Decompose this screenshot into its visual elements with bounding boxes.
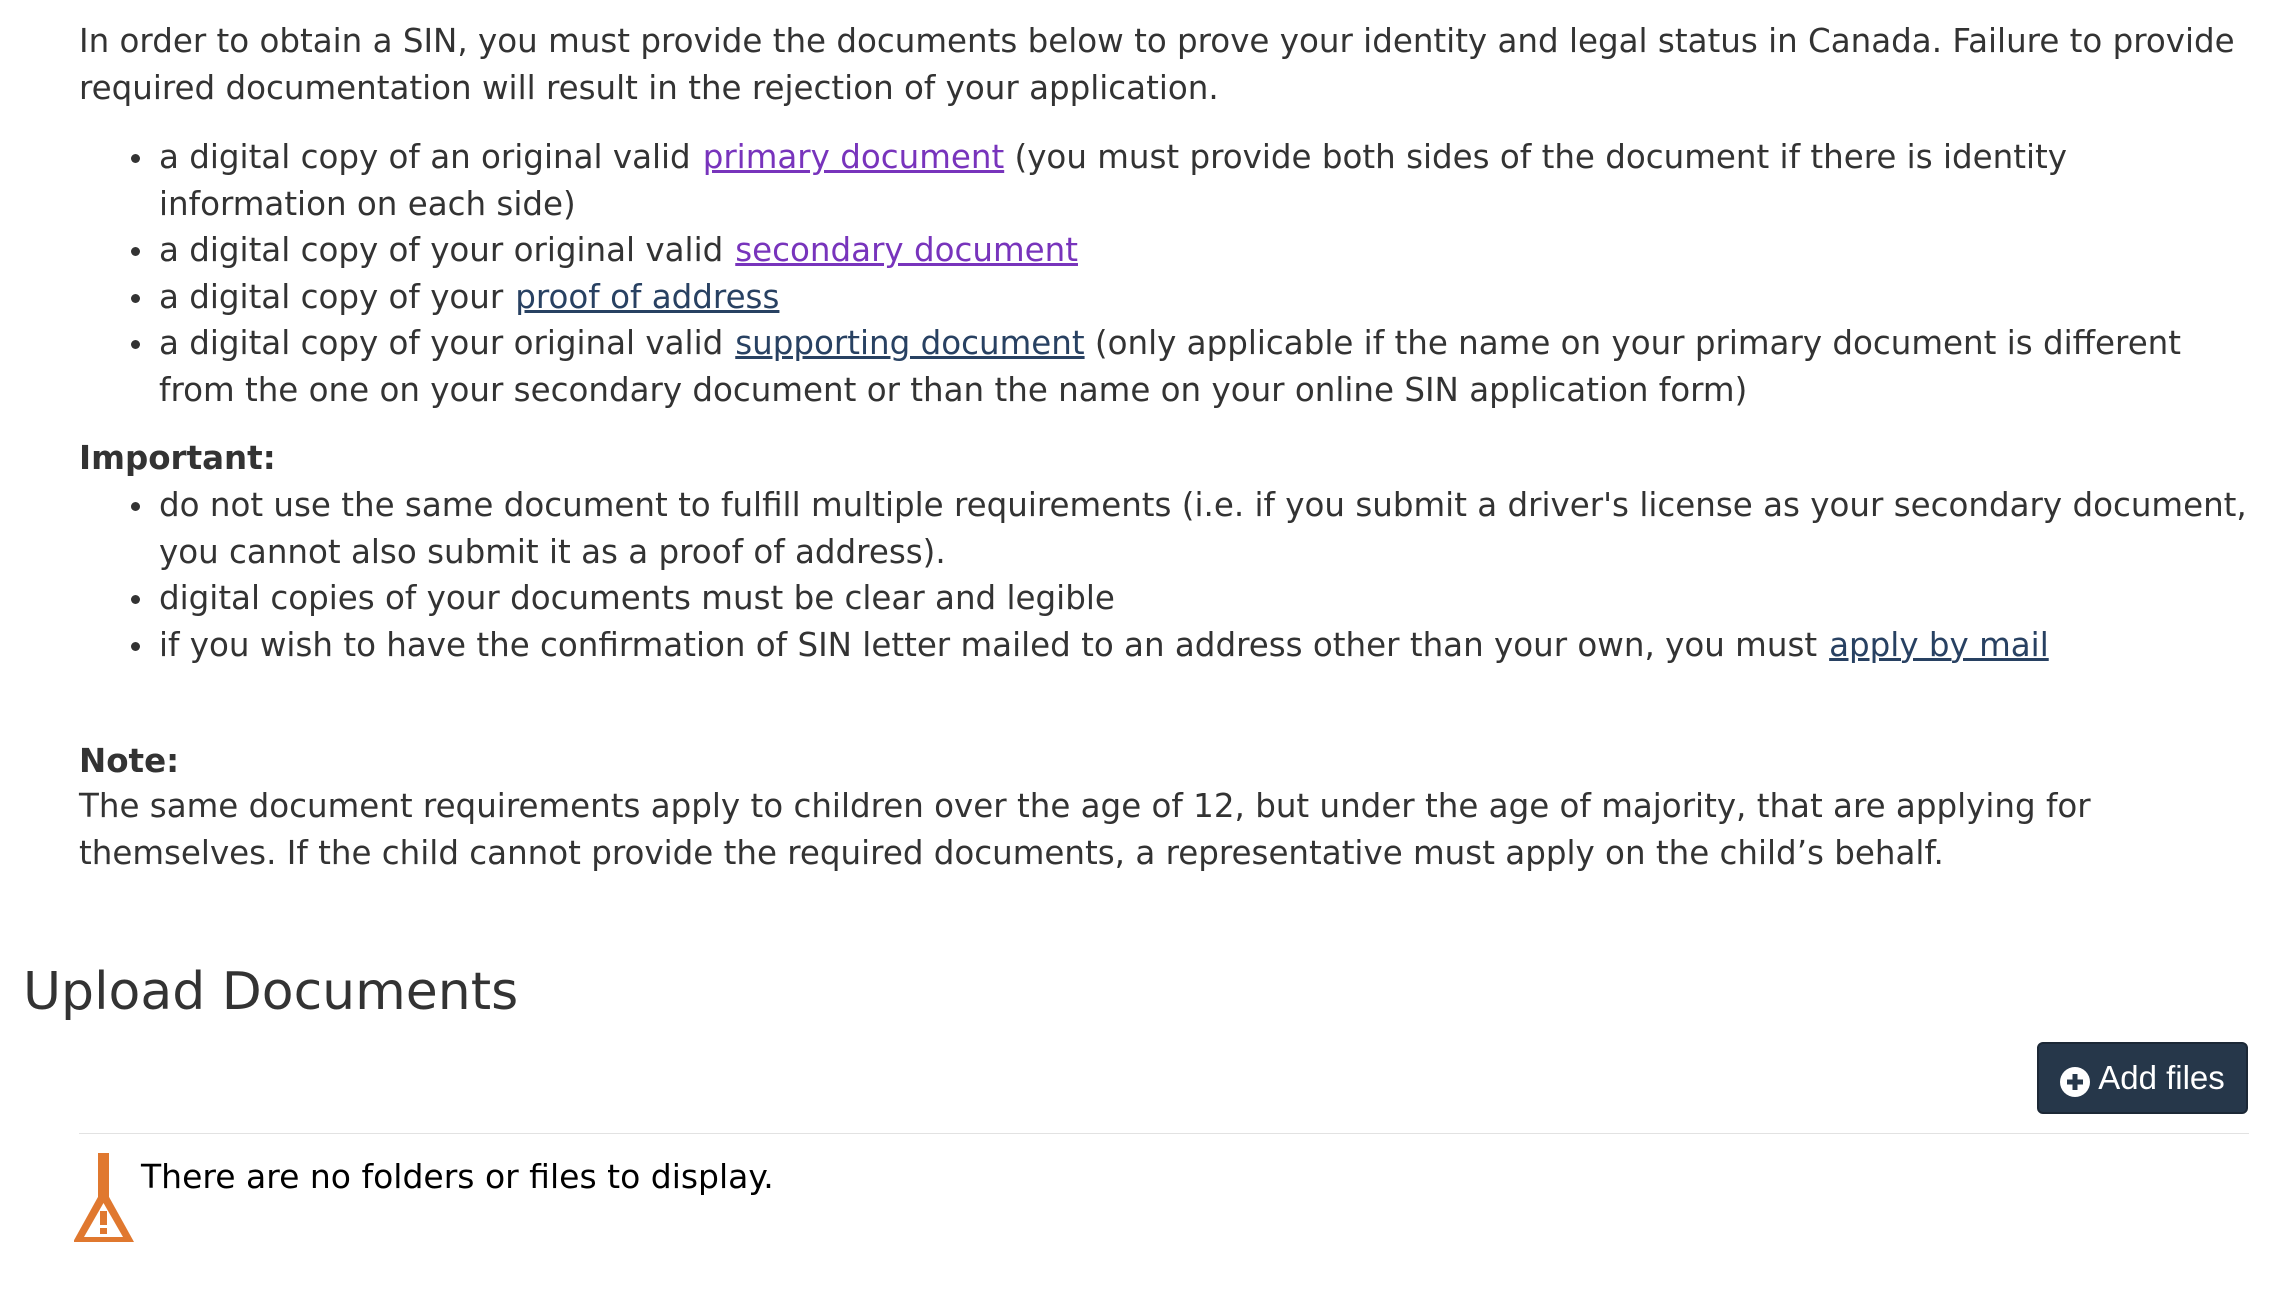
list-item-text: a digital copy of your original valid bbox=[159, 231, 724, 269]
list-item bbox=[79, 134, 2259, 227]
primary-document-link[interactable]: primary document bbox=[702, 138, 1005, 176]
list-item-text: (only applicable if the name on your primary document is different from the one on your secondary document or than the name on your online SIN application form) bbox=[159, 324, 2182, 409]
divider bbox=[79, 1133, 2249, 1134]
list-item-text: a digital copy of your bbox=[159, 277, 504, 316]
list-item-text: (you must provide both sides of the document if there is identity information on each side) bbox=[159, 138, 2067, 223]
apply-by-mail-link[interactable]: apply by mail bbox=[1829, 625, 2049, 664]
required-documents-list bbox=[79, 134, 2259, 413]
intro-paragraph: In order to obtain a SIN, you must provide the documents below to prove your identity and legal status in Canada. Failure to provide required documentation will result in the rejection of your application. bbox=[79, 22, 2235, 107]
list-item-text: a digital copy of an original valid bbox=[159, 138, 691, 176]
list-item-text: if you wish to have the confirmation of SIN letter mailed to an address other than your own, you must bbox=[159, 625, 1818, 664]
upload-documents-heading: Upload Documents bbox=[23, 962, 519, 1022]
list-item: do not use the same document to fulfill multiple requirements (i.e. if you submit a driver's license as your secondary document, you cannot also submit it as a proof of address). bbox=[79, 482, 2259, 575]
list-item bbox=[79, 274, 2259, 321]
plus-circle-icon bbox=[2060, 1063, 2090, 1093]
list-item bbox=[79, 227, 2259, 274]
important-label: Important: bbox=[79, 439, 276, 477]
list-item: digital copies of your documents must be clear and legible bbox=[79, 575, 2259, 622]
note-paragraph: The same document requirements apply to children over the age of 12, but under the age of majority, that are applying for themselves. If the child cannot provide the required documents, a representative must apply on the child’s behalf. bbox=[79, 787, 2091, 872]
secondary-document-link[interactable]: secondary document bbox=[735, 231, 1078, 269]
add-files-button[interactable] bbox=[2037, 1042, 2248, 1114]
list-item bbox=[79, 320, 2259, 413]
important-list bbox=[79, 482, 2259, 668]
proof-of-address-link[interactable]: proof of address bbox=[515, 277, 780, 316]
add-files-label: Add files bbox=[2098, 1058, 2225, 1096]
list-item bbox=[79, 622, 2259, 669]
empty-state-message: There are no folders or files to display. bbox=[141, 1157, 774, 1196]
warning-icon bbox=[74, 1153, 138, 1245]
supporting-document-link[interactable]: supporting document bbox=[735, 324, 1085, 362]
list-item-text: a digital copy of your original valid bbox=[159, 324, 724, 362]
note-label: Note: bbox=[79, 742, 180, 780]
